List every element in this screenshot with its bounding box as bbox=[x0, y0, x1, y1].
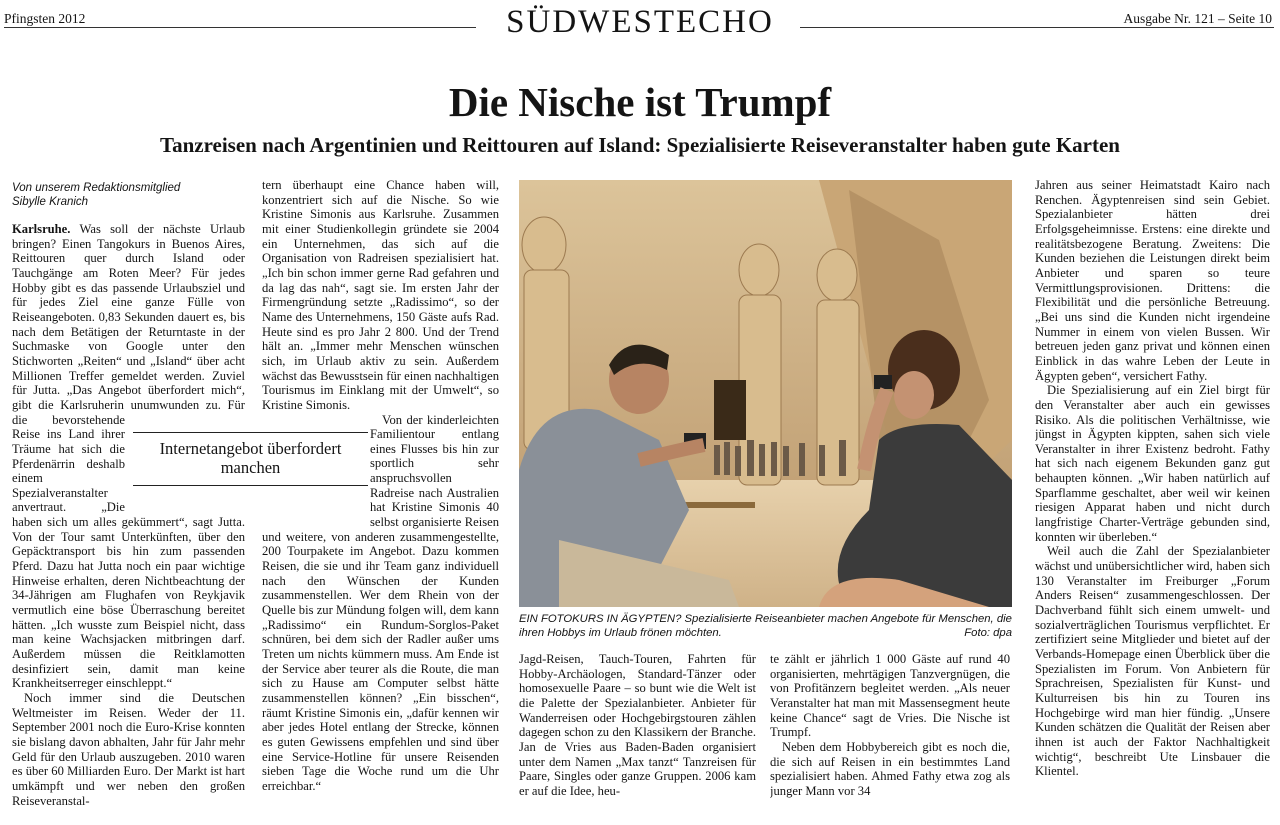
pull-quote: Internetangebot überfordert manchen bbox=[133, 432, 368, 486]
column-5-paragraph-3: Weil auch die Zahl der Spezialanbieter wächst und unübersichtlicher wird, haben sich 130 Veranstalter im Freiburger „Forum Anders Reisen“ zusammengeschlossen. Der Dachverband fühlt sich einem umwelt- und sozialverträglichen Tourismus verpflichtet. Er zertifiziert seine Mitglieder und bietet auf der Verbands-Homepage einen Überblick über die Spezialisten im Forum. Von Anbietern für Sprachreisen, Spezialisten für Kunst- und Kulturreisen bis hin zu Touren ins Hochgebirge wird man hier fündig. „Unsere Kunden schätzen die Qualität der Reisen aber ihnen ist auch der Faktor Nachhaltigkeit wichtig“, beschreibt Ute Linsbauer die Klientel. bbox=[1035, 544, 1270, 779]
column-5-paragraph-1: Jahren aus seiner Heimatstadt Kairo nach Renchen. Ägyptenreisen sind sein Gebiet. Spezialanbieter hätten drei Erfolgsgeheimnisse. Erstens: eine direkte und realitätsbezogene Beratung. Zweitens: Die Kunden beziehen die Leistungen direkt beim Anbieter und sparen so teure Vermittlungsprovisionen. Drittens: die Flexibilität und die persönliche Betreuung. „Bei uns sind die Kunden nicht irgendeine Nummer in einem von vielen Bussen. Wir betreuen jeden ganz privat und können einen Einblick in das wahre Leben der Leute in Ägypten geben“, versichert Fathy. bbox=[1035, 178, 1270, 383]
article-column-2 bbox=[262, 178, 499, 822]
photo-caption bbox=[519, 612, 1012, 640]
byline bbox=[12, 181, 180, 209]
photo-caption-text: EIN FOTOKURS IN ÄGYPTEN? Spezialisierte Reiseanbieter machen Angebote für Menschen, die ihren Hobbys im Urlaub frönen möchten. bbox=[519, 613, 1012, 639]
article-headline: Die Nische ist Trumpf bbox=[448, 79, 832, 125]
photo-credit: Foto: dpa bbox=[964, 627, 1012, 639]
article-photo bbox=[519, 180, 1012, 607]
byline-author: Sibylle Kranich bbox=[12, 196, 89, 208]
article-column-1 bbox=[12, 222, 245, 822]
masthead-paper-name: SÜDWESTECHO bbox=[506, 4, 774, 40]
dateline: Karlsruhe. bbox=[12, 222, 71, 236]
column-1-paragraph-2: Noch immer sind die Deutschen Weltmeister im Reisen. Weder der 11. September 2001 noch die Euro-Krise konnten sie bislang davon abhalten, Jahr für Jahr mehr Geld für den Urlaub auszugeben. 2010 waren es über 60 Milliarden Euro. Der Markt ist hart umkämpft und wer neben den großen Reiseveranstal- bbox=[12, 691, 245, 808]
article-column-3 bbox=[519, 652, 756, 824]
article-column-5 bbox=[1035, 178, 1270, 822]
article-column-4 bbox=[770, 652, 1010, 824]
column-1-paragraph-1: Karlsruhe. Was soll der nächste Urlaub bringen? Einen Tangokurs in Buenos Aires, Reittouren quer durch Island oder Tauchgänge am Roten Meer? Für jedes Hobby gibt es das passende Urlaubsziel und für jedes Ziel eine ganze Fülle von Reiseangeboten. 0,83 Sekunden dauert es, bis nach dem Betätigen der Returntaste in der Suchmaske von Google unter den Stichworten „Reiten“ und „Island“ über acht Millionen Treffer gemeldet werden. Zuviel für Jutta. „Das Angebot überfordert mich“, gibt die Karlsruherin unumwunden zu. Für die bevorstehende Reise ins Land ihrer Träume hat sich die Pferdenärrin deshalb einem Spezialveranstalter anvertraut. „Die haben sich um alles gekümmert“, sagt Jutta. Von der Tour samt Unterkünften, über den Gepäcktransport bis hin zum passenden Pferd. Dazu hat Jutta noch ein paar wichtige Hinweise erhalten, deren Nichtbeachtung der 34-Jährigen am Flughafen von Reykjavik vermutlich eine böse Überraschung bereitet hätten. „Ich wusste zum Beispiel nicht, dass man keine Wachsjacken mitbringen darf. Außerdem müssen die Reitklamotten desinfiziert sein, damit man keine Krankheitserreger einschleppt.“ bbox=[12, 222, 245, 691]
masthead-date: Pfingsten 2012 bbox=[4, 11, 86, 26]
abu-simbel-photo-illustration bbox=[519, 180, 1012, 607]
masthead-issue: Ausgabe Nr. 121 – Seite 10 bbox=[1123, 11, 1272, 26]
article-subheadline: Tanzreisen nach Argentinien und Reittouren auf Island: Spezialisierte Reiseveranstalter haben gute Karten bbox=[160, 133, 1120, 157]
column-2-paragraph-2: Von der kinderleichten Familientour entlang eines Flusses bis hin zur sportlich sehr anspruchsvollen Radreise nach Australien hat Kristine Simonis 40 selbst organisierte Reisen und weitere, von anderen zusammengestellte, 200 Tourpakete im Angebot. Dazu kommen Reisen, die sie und ihr Team ganz individuell nach den Wünschen der Kunden zusammenstellen. Wer dem Rhein von der Quelle bis zur Mündung folgen will, dem kann „Radissimo“ ein Rundum-Sorglos-Paket schnüren, bei dem sich der Radler außer ums Treten um nichts kümmern muss. Am Ende ist der Service aber teurer als die Route, die man sich zu Hause am Computer selbst hätte zusammenstellen können? „Ein bisschen“, räumt Kristine Simonis ein, „dafür kennen wir aber jedes Hotel entlang der Strecke, können es guten Gewissens empfehlen und sind über eine Service-Hotline für unsere Reisenden sieben Tage die Woche rund um die Uhr erreichbar.“ bbox=[262, 412, 499, 793]
column-2-paragraph-1: tern überhaupt eine Chance haben will, konzentriert sich auf die Nische. So wie Kristine Simonis aus Karlsruhe. Zusammen mit einer Studienkollegin gründete sie 2004 ein Unternehmen, das sich auf die Organisation von Radreisen spezialisiert hat. „Ich bin schon immer gerne Rad gefahren und da lag das nah“, sagt sie. Im ersten Jahr der Firmengründung setzte „Radissimo“, so der Name des Unternehmens, 150 Gäste aufs Rad. Heute sind es pro Jahr 2 800. Und der Trend hält an. „Immer mehr Menschen wünschen sich, im Urlaub aktiv zu sein. Außerdem wächst das Bewusstsein für einen nachhaltigen Tourismus im Einklang mit der Umwelt“, so Kristine Simonis. bbox=[262, 178, 499, 412]
byline-line-1: Von unserem Redaktionsmitglied bbox=[12, 182, 181, 194]
column-5-paragraph-2: Die Spezialisierung auf ein Ziel birgt für den Veranstalter aber auch ein gewisses Risiko. Als die politischen Verhältnisse, wie jüngst in Ägypten kippten, sahen sich viele Veranstalter in ihrer Existenz bedroht. Fathy hat sich nach eigenem Bekunden ganz gut behaupten können. „Wir haben natürlich auf Sparflamme geschaltet, aber weil wir keinen riesigen Apparat haben und nicht durch langfristige Charter-Verträge gebunden sind, konnten wir überleben.“ bbox=[1035, 383, 1270, 544]
column-4-paragraph-2: Neben dem Hobbybereich gibt es noch die, die sich auf Reisen in ein bestimmtes Land spezialisiert haben. Ahmed Fathy etwa zog als junger Mann vor 34 bbox=[770, 739, 1010, 798]
column-4-paragraph-1: te zählt er jährlich 1 000 Gäste auf rund 40 organisierten, mehrtägigen Tanzvergnügen, die von Profitänzern begleitet werden. „Als neuer Veranstalter hat man mit Massensegment heute keine Chance“ sagt de Vries. Die Nische ist Trumpf. bbox=[770, 652, 1010, 740]
column-3-paragraph-1: Jagd-Reisen, Tauch-Touren, Fahrten für Hobby-Archäologen, Standard-Tänzer oder homosexuelle Paare – so bunt wie die Welt ist die Palette der Spezialanbieter. Anbieter für Wanderreisen oder Hochgebirgstouren zählen dagegen schon zu den Klassikern der Branche. Jan de Vries aus Baden-Baden organisiert unter dem Namen „Max tanzt“ Tanzreisen für Paare, Singles oder ganze Gruppen. 2006 kam er auf die Idee, heu- bbox=[519, 652, 756, 798]
